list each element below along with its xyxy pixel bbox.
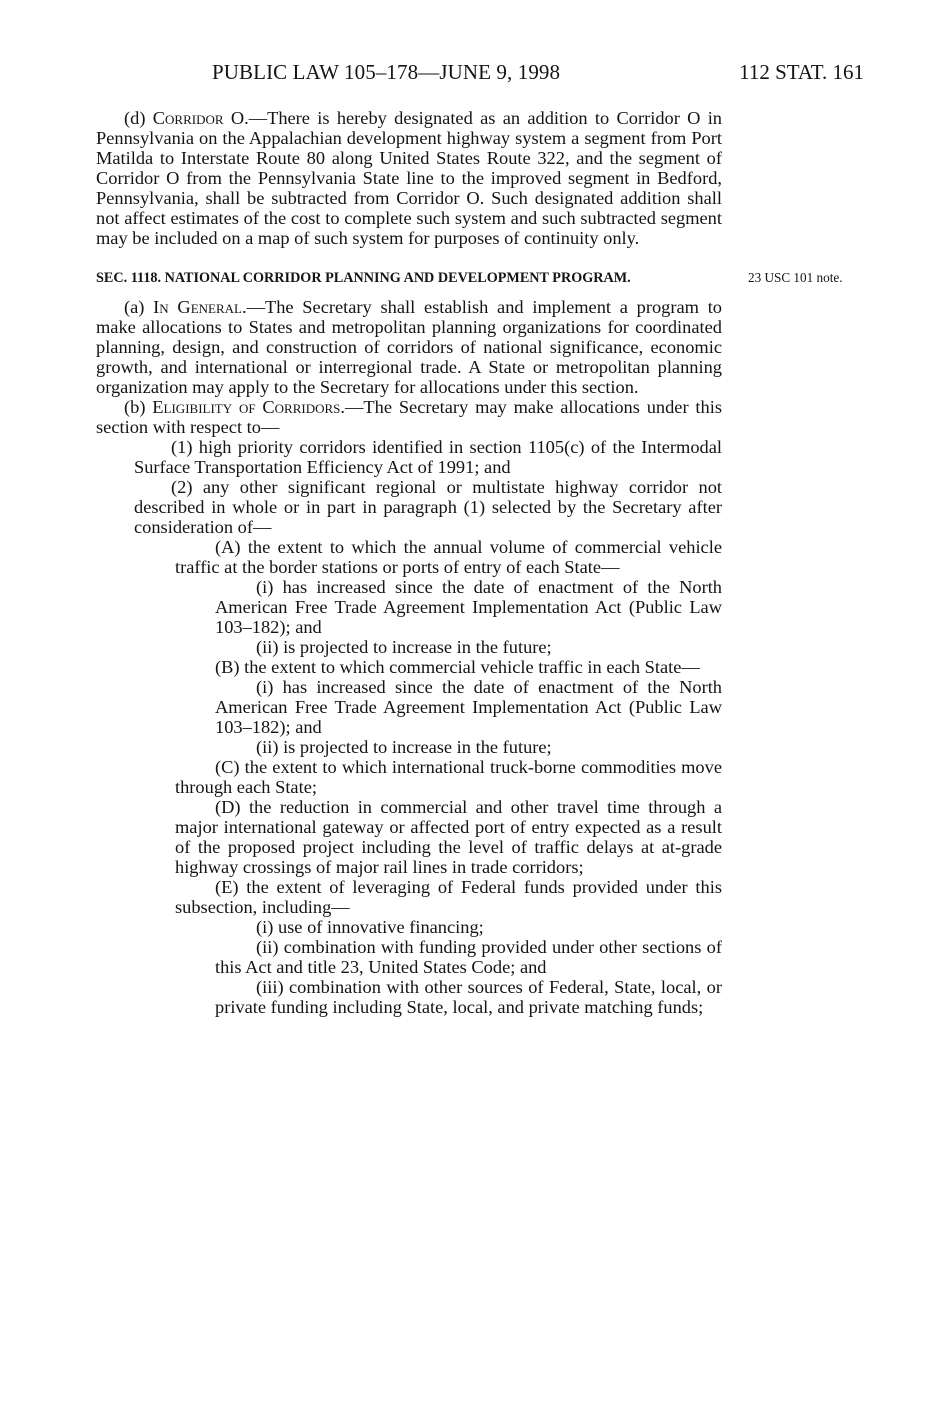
subsection-b-text: —The Secretary may make allocations under this section with respect to— — [96, 397, 722, 437]
list-item: (A) the extent to which the annual volume of commercial vehicle traffic at the border stations or ports of entry of each State— — [175, 537, 722, 577]
list-item: (i) has increased since the date of enactment of the North American Free Trade Agreement Implementation Act (Public Law 103–182); and — [215, 677, 722, 737]
section-heading-block — [96, 268, 843, 288]
subsection-a-paragraph — [96, 297, 722, 397]
page-header — [212, 60, 864, 90]
subsection-d-text: —There is hereby designated as an addition to Corridor O in Pennsylvania on the Appalachian development highway system a segment from Port Matilda to Interstate Route 80 along United States Route 322, and the segment of Corridor O from the Pennsylvania State line to the improved segment in Bedford, Pennsylvania, shall be subtracted from Corridor O. Such designated addition shall not affect estimates of the cost to complete such system and such subtracted segment may be included on a map of such system for purposes of continuity only. — [96, 108, 722, 248]
eligibility-list — [96, 437, 722, 1017]
subsection-d-label: (d) — [124, 108, 146, 128]
subsection-d-paragraph — [96, 108, 722, 248]
section-heading: SEC. 1118. NATIONAL CORRIDOR PLANNING AND DEVELOPMENT PROGRAM. — [96, 270, 631, 286]
list-item: (iii) combination with other sources of Federal, State, local, or private funding including State, local, and private matching funds; — [215, 977, 722, 1017]
public-law-citation: PUBLIC LAW 105–178—JUNE 9, 1998 — [212, 60, 561, 84]
subsection-a-text: —The Secretary shall establish and implement a program to make allocations to States and metropolitan planning organizations for coordinated planning, design, and construction of corridors of national significance, economic growth, and international or interregional trade. A State or metropolitan planning organization may apply to the Secretary for allocations under this section. — [96, 297, 722, 397]
list-item: (C) the extent to which international truck-borne commodities move through each State; — [175, 757, 722, 797]
page-body — [96, 108, 843, 1017]
subsection-b-label: (b) — [124, 397, 146, 417]
statute-page-number: 112 STAT. 161 — [739, 60, 864, 84]
subsection-a-heading: In General. — [153, 297, 247, 317]
subsection-b-paragraph — [96, 397, 722, 437]
list-item: (i) use of innovative financing; — [256, 917, 484, 937]
list-item: (i) has increased since the date of enactment of the North American Free Trade Agreement Implementation Act (Public Law 103–182); and — [215, 577, 722, 637]
margin-note: 23 USC 101 note. — [748, 270, 843, 285]
list-item: (B) the extent to which commercial vehicle traffic in each State— — [215, 657, 700, 677]
list-item: (1) high priority corridors identified in section 1105(c) of the Intermodal Surface Transportation Efficiency Act of 1991; and — [134, 437, 722, 477]
list-item: (ii) is projected to increase in the future; — [256, 737, 552, 757]
list-item: (ii) combination with funding provided under other sections of this Act and title 23, United States Code; and — [215, 937, 722, 977]
list-item: (2) any other significant regional or multistate highway corridor not described in whole or in part in paragraph (1) selected by the Secretary after consideration of— — [134, 477, 722, 537]
list-item: (D) the reduction in commercial and other travel time through a major international gateway or affected port of entry expected as a result of the proposed project including the level of traffic delays at at-grade highway crossings of major rail lines in trade corridors; — [175, 797, 722, 877]
subsection-d-heading: Corridor O. — [152, 108, 249, 128]
list-item: (E) the extent of leveraging of Federal funds provided under this subsection, including— — [175, 877, 722, 917]
subsection-b-heading: Eligibility of Corridors. — [152, 397, 345, 417]
list-item: (ii) is projected to increase in the future; — [256, 637, 552, 657]
subsection-a-label: (a) — [124, 297, 145, 317]
